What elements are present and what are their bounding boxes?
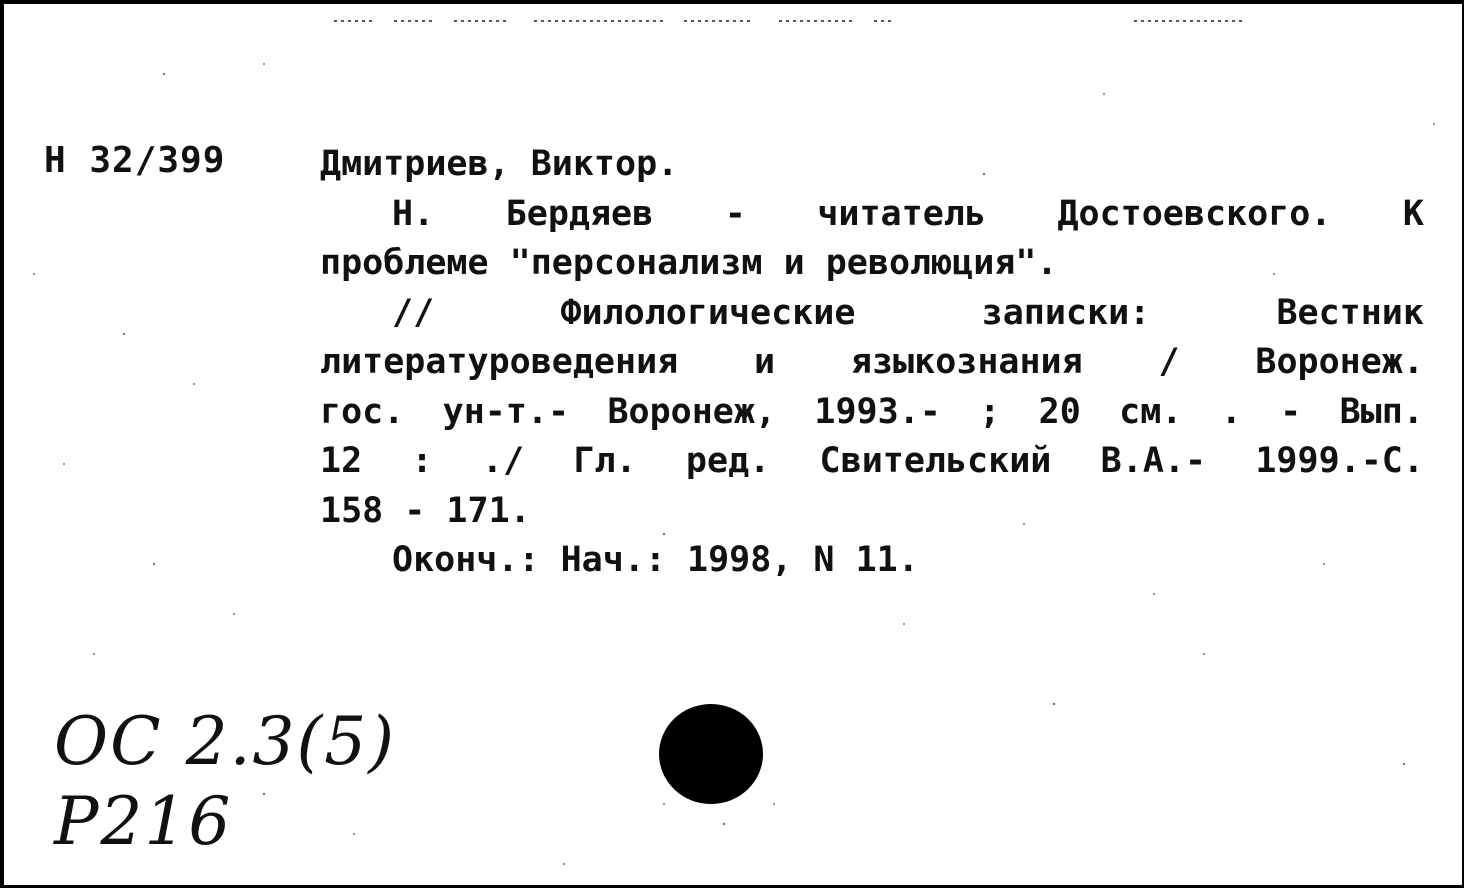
entry-author: Дмитриев, Виктор. xyxy=(320,144,679,184)
word: - xyxy=(1280,391,1302,432)
word: Воронеж. xyxy=(1255,342,1424,382)
word: Филологические xyxy=(560,292,856,333)
word: ./ xyxy=(481,441,525,481)
word: 12 xyxy=(320,441,363,481)
word: Бердяев xyxy=(505,193,654,234)
word: Воронеж, xyxy=(607,391,777,432)
word: см. xyxy=(1119,391,1183,432)
word: гос. xyxy=(320,391,405,432)
word: 20 xyxy=(1038,391,1081,432)
word: Вып. xyxy=(1339,391,1424,432)
entry-source-line-3 xyxy=(320,388,1424,438)
word: литературоведения xyxy=(320,342,679,382)
word: К xyxy=(1402,193,1424,234)
entry-source-line-4 xyxy=(320,437,1424,487)
handwritten-line-2: P216 xyxy=(54,783,233,860)
word: языкознания xyxy=(850,342,1083,382)
word: 1999.-С. xyxy=(1255,441,1424,481)
word: читатель xyxy=(817,193,986,234)
entry-title-line-2: проблеме "персонализм и революция". xyxy=(320,243,1058,283)
word: и xyxy=(754,342,776,382)
word: . xyxy=(1220,391,1242,432)
entry-pages: 158 - 171. xyxy=(320,490,531,531)
shelfmark: Н 32/399 xyxy=(44,140,226,181)
word: Достоевского. xyxy=(1057,193,1332,234)
word: : xyxy=(411,441,433,481)
word: Н. xyxy=(392,193,435,234)
word: Свительский xyxy=(819,441,1052,481)
punch-hole xyxy=(659,704,763,804)
word: записки: xyxy=(981,292,1151,333)
entry-note: Оконч.: Нач.: 1998, N 11. xyxy=(392,540,919,580)
word: - xyxy=(724,193,746,234)
word: / xyxy=(1158,342,1180,382)
handwritten-classification xyxy=(54,702,396,862)
word: В.А.- xyxy=(1100,441,1207,481)
word: Гл. xyxy=(573,441,637,481)
entry-source-line-1 xyxy=(320,289,1424,339)
word: // xyxy=(392,292,435,333)
word: 1993.- xyxy=(814,391,941,432)
word: ; xyxy=(979,391,1001,432)
word: ун-т.- xyxy=(442,391,570,432)
word: Вестник xyxy=(1276,292,1424,333)
entry-source-line-2 xyxy=(320,338,1424,388)
entry-title-line-1 xyxy=(320,190,1424,240)
handwritten-line-1: OC 2.3(5) xyxy=(54,703,397,780)
bibliographic-entry xyxy=(320,140,1424,586)
word: ред. xyxy=(685,441,771,481)
top-dashes-decoration xyxy=(334,18,1244,24)
